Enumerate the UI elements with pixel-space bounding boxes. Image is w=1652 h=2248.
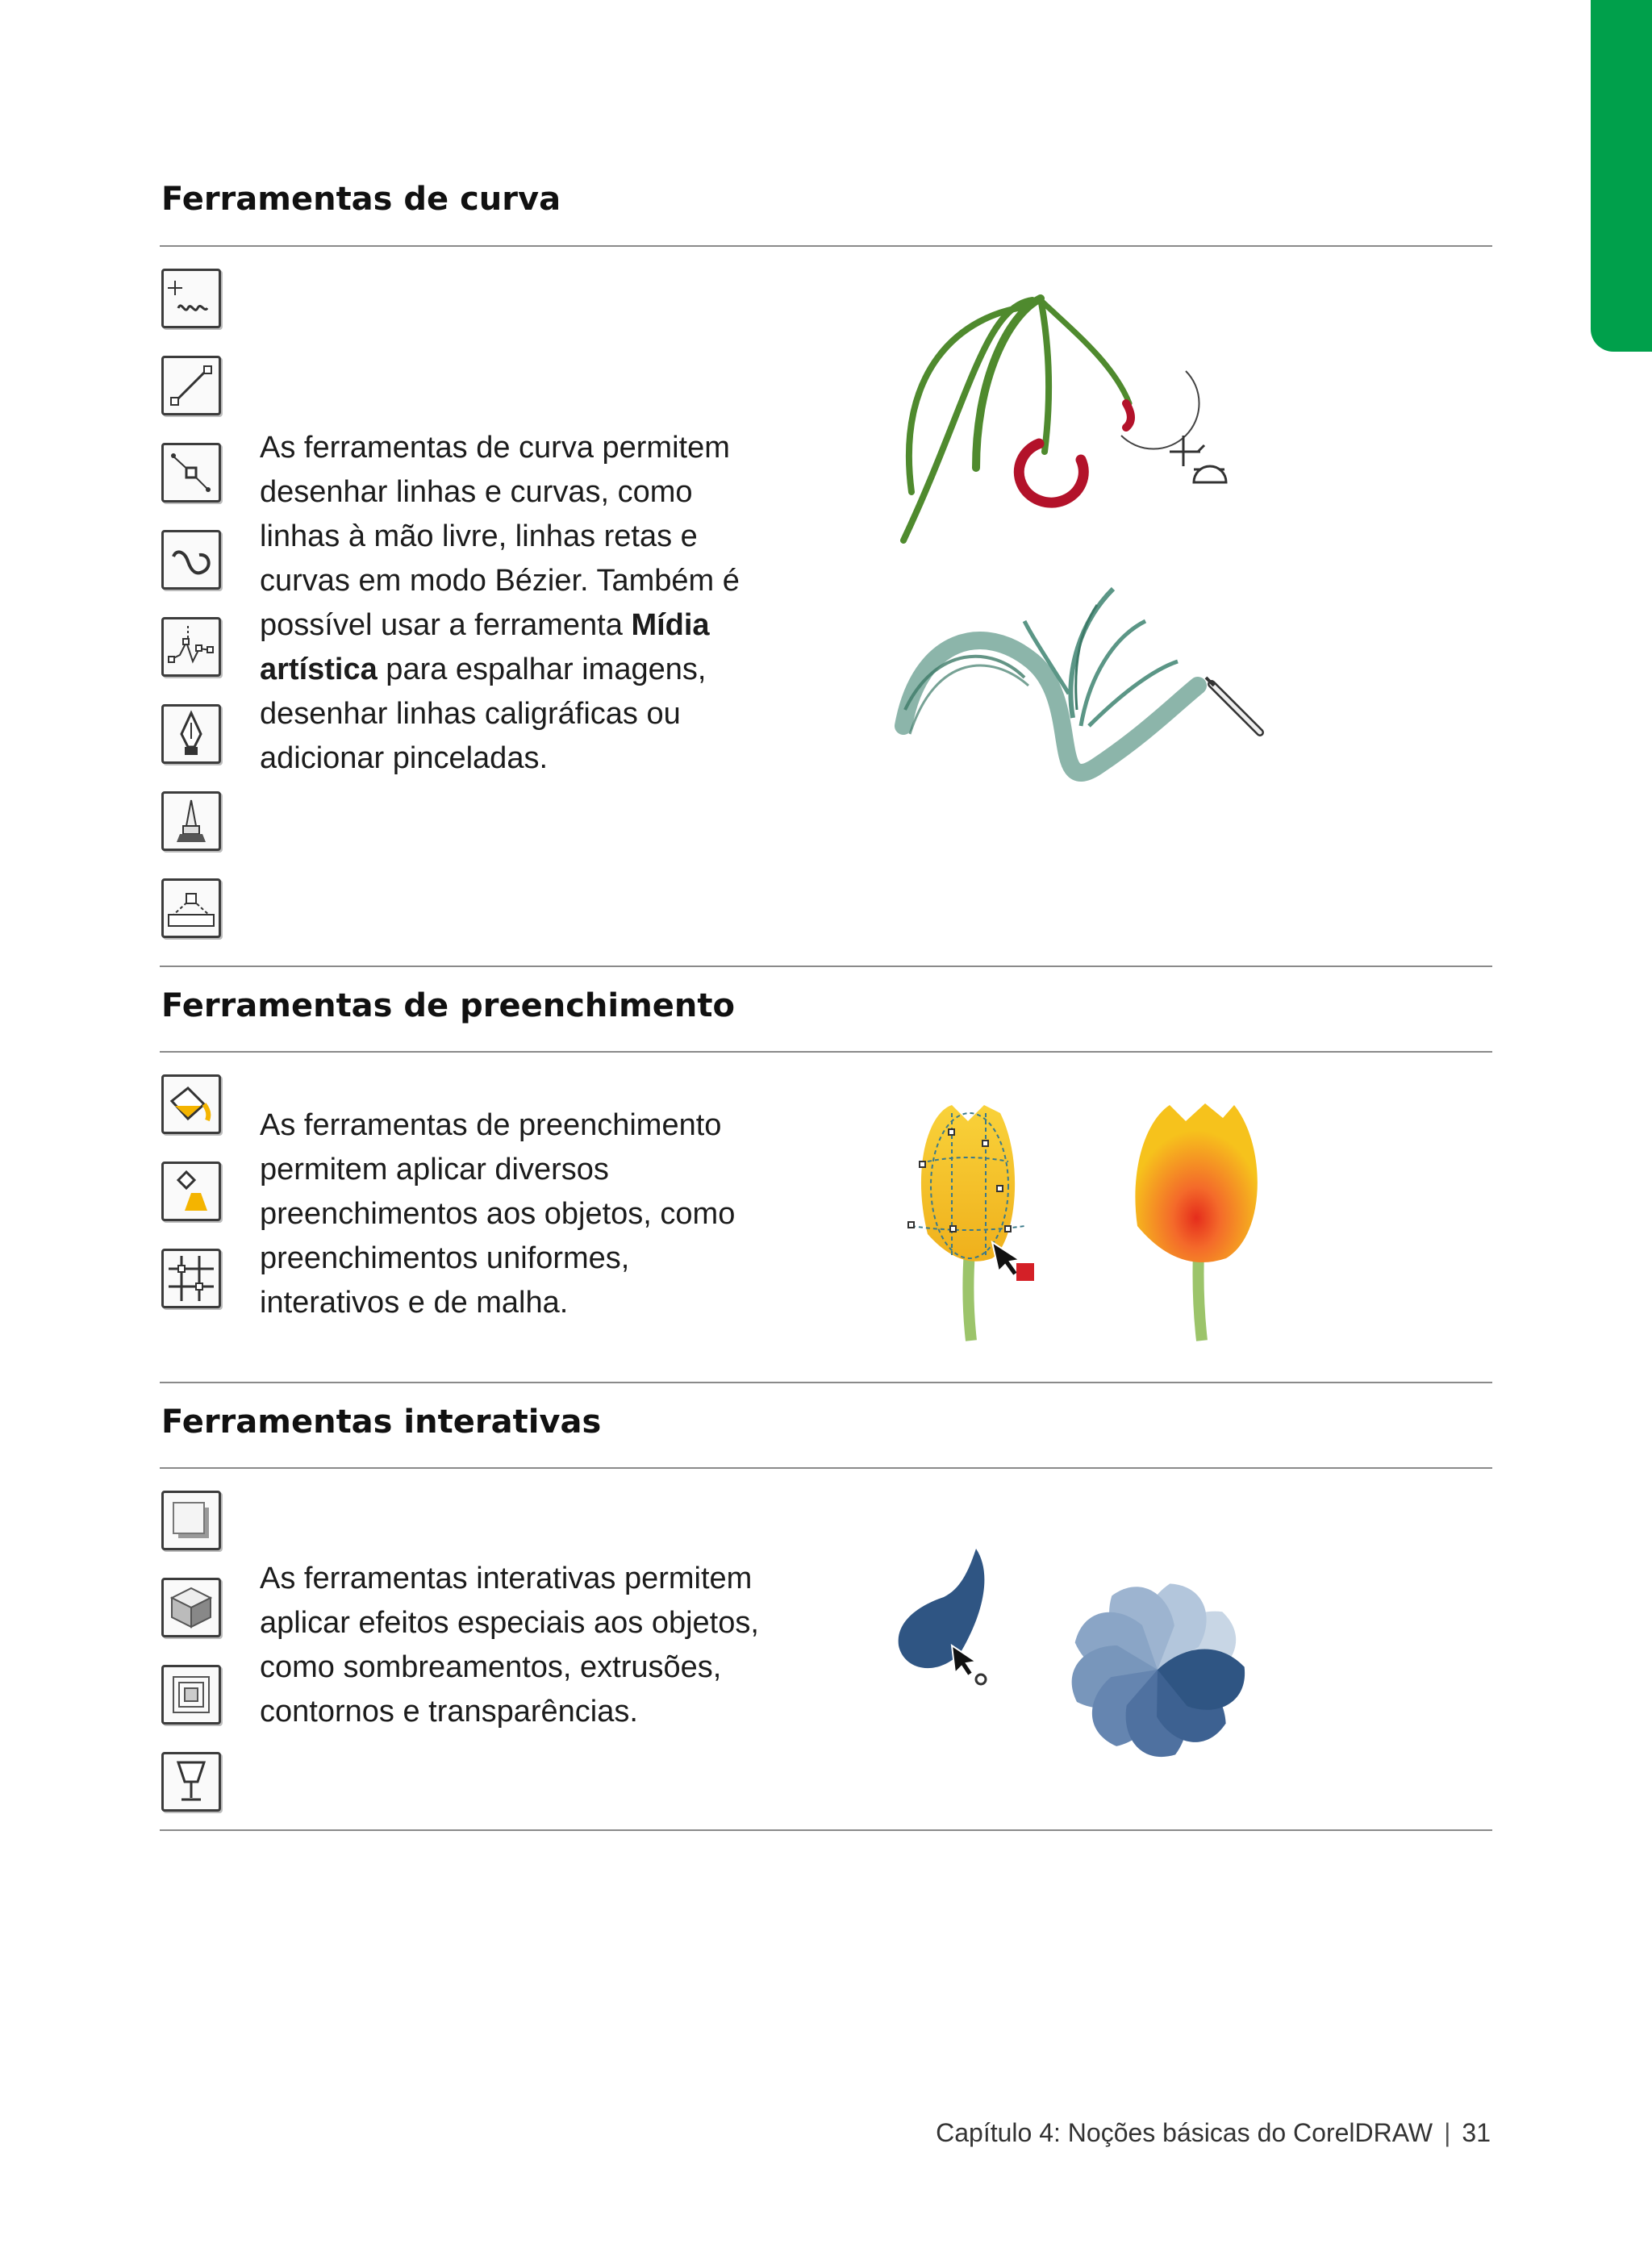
page-footer — [936, 2118, 1491, 2148]
section-title-curva: Ferramentas de curva — [161, 181, 561, 218]
term-midia: Mídia — [631, 608, 710, 642]
contour-icon[interactable] — [161, 1665, 221, 1725]
paragraph-preenchimento: As ferramentas de preenchimento permitem aplicar diversos preenchimentos aos objetos, como preenchimentos uniformes, interativos e de malha. — [260, 1108, 736, 1320]
section-title-interativas: Ferramentas interativas — [161, 1403, 602, 1441]
artistic-media-icon[interactable] — [161, 791, 221, 851]
paint-bucket-icon[interactable] — [161, 1074, 221, 1134]
term-artistica: artística — [260, 653, 378, 686]
smart-drawing-icon[interactable] — [161, 878, 221, 938]
polyline-icon[interactable] — [161, 617, 221, 677]
divider — [160, 245, 1492, 247]
divider — [160, 1051, 1492, 1053]
footer-chapter: Capítulo 4: Noções básicas do CorelDRAW — [936, 2118, 1433, 2147]
drop-shadow-icon[interactable] — [161, 1491, 221, 1550]
divider — [160, 966, 1492, 967]
tulip-gradient-illustration — [1121, 1097, 1283, 1347]
section-title-preenchimento: Ferramentas de preenchimento — [161, 987, 735, 1024]
divider — [160, 1382, 1492, 1383]
blend-flower-illustration — [1024, 1541, 1291, 1791]
transparency-glass-icon[interactable] — [161, 1752, 221, 1812]
cherry-illustration — [887, 282, 1274, 557]
divider — [160, 1467, 1492, 1469]
bezier-icon[interactable] — [161, 443, 221, 503]
blue-petal-illustration — [887, 1541, 1008, 1702]
tulip-mesh-illustration — [895, 1097, 1057, 1347]
brush-illustration — [887, 573, 1274, 823]
line-icon[interactable] — [161, 356, 221, 415]
interactive-fill-icon[interactable] — [161, 1162, 221, 1221]
freehand-icon[interactable] — [161, 269, 221, 328]
page-number: 31 — [1462, 2118, 1491, 2147]
mesh-fill-icon[interactable] — [161, 1249, 221, 1308]
footer-separator: | — [1444, 2118, 1451, 2147]
extrude-icon[interactable] — [161, 1578, 221, 1637]
paragraph-curva: As ferramentas de curva permitem desenhar linhas e curvas, como linhas à mão livre, linhas retas e curvas em modo Bézier. Também é possível usar a ferramenta Mídia artística para espalhar imagens, desenhar linhas caligráficas ou adicionar pinceladas. — [260, 431, 740, 775]
spiral-curve-icon[interactable] — [161, 530, 221, 590]
chapter-tab — [1591, 0, 1652, 352]
paragraph-interativas: As ferramentas interativas permitem aplicar efeitos especiais aos objetos, como sombreamentos, extrusões, contornos e transparências. — [260, 1562, 759, 1729]
pen-nib-icon[interactable] — [161, 704, 221, 764]
divider — [160, 1829, 1492, 1831]
